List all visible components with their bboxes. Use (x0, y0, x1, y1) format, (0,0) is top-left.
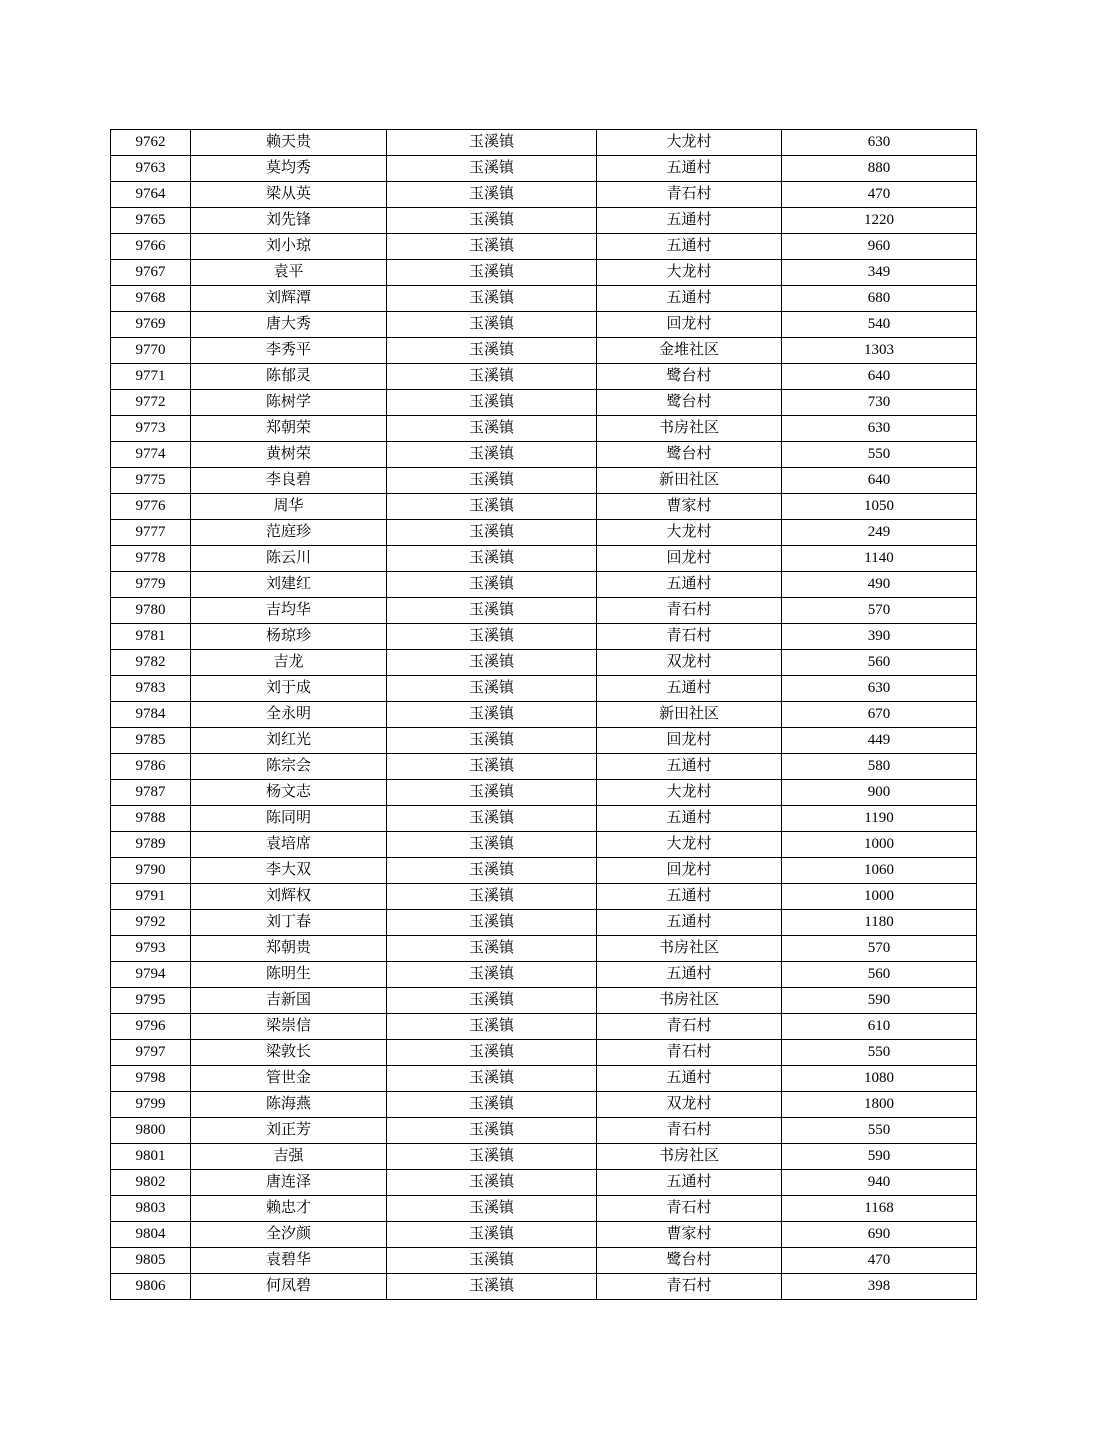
cell-name: 吉龙 (191, 650, 387, 676)
cell-name: 吉新国 (191, 988, 387, 1014)
table-row (111, 182, 977, 208)
cell-name: 吉强 (191, 1144, 387, 1170)
cell-name: 唐大秀 (191, 312, 387, 338)
cell-id: 9771 (111, 364, 191, 390)
cell-name: 陈云川 (191, 546, 387, 572)
cell-amount: 630 (782, 676, 977, 702)
cell-id: 9784 (111, 702, 191, 728)
cell-village: 新田社区 (597, 468, 782, 494)
cell-id: 9778 (111, 546, 191, 572)
cell-id: 9788 (111, 806, 191, 832)
cell-village: 五通村 (597, 1066, 782, 1092)
cell-town: 玉溪镇 (387, 312, 597, 338)
cell-name: 莫均秀 (191, 156, 387, 182)
cell-amount: 640 (782, 364, 977, 390)
cell-name: 刘建红 (191, 572, 387, 598)
cell-village: 双龙村 (597, 1092, 782, 1118)
cell-id: 9790 (111, 858, 191, 884)
cell-id: 9786 (111, 754, 191, 780)
cell-id: 9803 (111, 1196, 191, 1222)
cell-amount: 1140 (782, 546, 977, 572)
cell-village: 五通村 (597, 962, 782, 988)
cell-name: 黄树荣 (191, 442, 387, 468)
cell-village: 鹭台村 (597, 364, 782, 390)
cell-id: 9780 (111, 598, 191, 624)
table-body (111, 130, 977, 1300)
cell-name: 刘辉权 (191, 884, 387, 910)
cell-town: 玉溪镇 (387, 572, 597, 598)
cell-amount: 560 (782, 650, 977, 676)
table-row (111, 936, 977, 962)
cell-amount: 900 (782, 780, 977, 806)
cell-id: 9792 (111, 910, 191, 936)
table-row (111, 442, 977, 468)
cell-village: 大龙村 (597, 780, 782, 806)
cell-village: 五通村 (597, 572, 782, 598)
cell-id: 9779 (111, 572, 191, 598)
table-row (111, 130, 977, 156)
table-row (111, 338, 977, 364)
cell-amount: 398 (782, 1274, 977, 1300)
cell-id: 9772 (111, 390, 191, 416)
table-row (111, 858, 977, 884)
cell-name: 陈郁灵 (191, 364, 387, 390)
cell-amount: 550 (782, 1118, 977, 1144)
cell-town: 玉溪镇 (387, 390, 597, 416)
cell-amount: 1168 (782, 1196, 977, 1222)
cell-village: 五通村 (597, 1170, 782, 1196)
cell-town: 玉溪镇 (387, 182, 597, 208)
cell-amount: 1180 (782, 910, 977, 936)
cell-village: 五通村 (597, 910, 782, 936)
cell-town: 玉溪镇 (387, 1222, 597, 1248)
cell-village: 大龙村 (597, 832, 782, 858)
table-row (111, 234, 977, 260)
cell-amount: 1050 (782, 494, 977, 520)
cell-town: 玉溪镇 (387, 910, 597, 936)
cell-name: 陈宗会 (191, 754, 387, 780)
table-row (111, 1118, 977, 1144)
cell-amount: 670 (782, 702, 977, 728)
cell-name: 陈明生 (191, 962, 387, 988)
cell-village: 青石村 (597, 1196, 782, 1222)
cell-town: 玉溪镇 (387, 806, 597, 832)
cell-name: 郑朝荣 (191, 416, 387, 442)
cell-village: 大龙村 (597, 260, 782, 286)
cell-town: 玉溪镇 (387, 1196, 597, 1222)
cell-village: 鹭台村 (597, 442, 782, 468)
roster-table (110, 129, 977, 1300)
cell-name: 吉均华 (191, 598, 387, 624)
cell-id: 9762 (111, 130, 191, 156)
cell-town: 玉溪镇 (387, 494, 597, 520)
cell-id: 9798 (111, 1066, 191, 1092)
cell-id: 9789 (111, 832, 191, 858)
cell-amount: 690 (782, 1222, 977, 1248)
cell-name: 刘于成 (191, 676, 387, 702)
table-row (111, 1248, 977, 1274)
table-row (111, 312, 977, 338)
cell-amount: 560 (782, 962, 977, 988)
table-row (111, 728, 977, 754)
cell-id: 9781 (111, 624, 191, 650)
table-row (111, 884, 977, 910)
cell-village: 鹭台村 (597, 1248, 782, 1274)
cell-amount: 1080 (782, 1066, 977, 1092)
cell-name: 刘丁春 (191, 910, 387, 936)
cell-village: 书房社区 (597, 936, 782, 962)
table-row (111, 572, 977, 598)
cell-id: 9782 (111, 650, 191, 676)
cell-name: 袁培席 (191, 832, 387, 858)
cell-id: 9785 (111, 728, 191, 754)
cell-amount: 570 (782, 936, 977, 962)
cell-village: 青石村 (597, 1014, 782, 1040)
cell-id: 9787 (111, 780, 191, 806)
cell-name: 何凤碧 (191, 1274, 387, 1300)
cell-name: 唐连泽 (191, 1170, 387, 1196)
cell-name: 刘红光 (191, 728, 387, 754)
cell-town: 玉溪镇 (387, 208, 597, 234)
table-row (111, 910, 977, 936)
cell-name: 杨琼珍 (191, 624, 387, 650)
cell-id: 9794 (111, 962, 191, 988)
cell-id: 9775 (111, 468, 191, 494)
cell-id: 9796 (111, 1014, 191, 1040)
cell-village: 书房社区 (597, 1144, 782, 1170)
cell-id: 9767 (111, 260, 191, 286)
cell-town: 玉溪镇 (387, 442, 597, 468)
cell-village: 双龙村 (597, 650, 782, 676)
table-row (111, 624, 977, 650)
table-row (111, 832, 977, 858)
cell-name: 全永明 (191, 702, 387, 728)
cell-name: 梁从英 (191, 182, 387, 208)
cell-town: 玉溪镇 (387, 598, 597, 624)
cell-town: 玉溪镇 (387, 468, 597, 494)
cell-village: 回龙村 (597, 858, 782, 884)
cell-town: 玉溪镇 (387, 936, 597, 962)
cell-town: 玉溪镇 (387, 130, 597, 156)
table-row (111, 156, 977, 182)
cell-name: 郑朝贵 (191, 936, 387, 962)
cell-amount: 940 (782, 1170, 977, 1196)
cell-name: 周华 (191, 494, 387, 520)
cell-amount: 449 (782, 728, 977, 754)
cell-village: 五通村 (597, 754, 782, 780)
cell-village: 五通村 (597, 286, 782, 312)
cell-village: 青石村 (597, 598, 782, 624)
cell-town: 玉溪镇 (387, 1118, 597, 1144)
cell-town: 玉溪镇 (387, 962, 597, 988)
cell-amount: 730 (782, 390, 977, 416)
cell-town: 玉溪镇 (387, 832, 597, 858)
cell-id: 9776 (111, 494, 191, 520)
cell-id: 9805 (111, 1248, 191, 1274)
cell-id: 9766 (111, 234, 191, 260)
cell-town: 玉溪镇 (387, 156, 597, 182)
cell-town: 玉溪镇 (387, 728, 597, 754)
cell-town: 玉溪镇 (387, 884, 597, 910)
cell-village: 五通村 (597, 806, 782, 832)
cell-town: 玉溪镇 (387, 1066, 597, 1092)
cell-name: 赖天贵 (191, 130, 387, 156)
cell-town: 玉溪镇 (387, 520, 597, 546)
cell-village: 金堆社区 (597, 338, 782, 364)
table-row (111, 598, 977, 624)
cell-amount: 1000 (782, 884, 977, 910)
cell-amount: 580 (782, 754, 977, 780)
cell-village: 青石村 (597, 1040, 782, 1066)
table-row (111, 286, 977, 312)
cell-amount: 570 (782, 598, 977, 624)
table-row (111, 390, 977, 416)
cell-amount: 470 (782, 182, 977, 208)
cell-town: 玉溪镇 (387, 338, 597, 364)
cell-town: 玉溪镇 (387, 780, 597, 806)
cell-village: 青石村 (597, 1118, 782, 1144)
cell-id: 9770 (111, 338, 191, 364)
cell-name: 李秀平 (191, 338, 387, 364)
cell-name: 杨文志 (191, 780, 387, 806)
table-row (111, 780, 977, 806)
cell-amount: 880 (782, 156, 977, 182)
cell-village: 五通村 (597, 156, 782, 182)
cell-village: 书房社区 (597, 988, 782, 1014)
table-row (111, 546, 977, 572)
cell-town: 玉溪镇 (387, 988, 597, 1014)
cell-village: 五通村 (597, 208, 782, 234)
cell-village: 回龙村 (597, 546, 782, 572)
cell-amount: 1800 (782, 1092, 977, 1118)
cell-id: 9804 (111, 1222, 191, 1248)
cell-amount: 630 (782, 130, 977, 156)
cell-town: 玉溪镇 (387, 260, 597, 286)
cell-id: 9800 (111, 1118, 191, 1144)
table-row (111, 1274, 977, 1300)
cell-village: 鹭台村 (597, 390, 782, 416)
table-row (111, 468, 977, 494)
table-row (111, 1196, 977, 1222)
cell-town: 玉溪镇 (387, 546, 597, 572)
cell-amount: 1303 (782, 338, 977, 364)
table-row (111, 650, 977, 676)
table-row (111, 1014, 977, 1040)
cell-town: 玉溪镇 (387, 1248, 597, 1274)
cell-town: 玉溪镇 (387, 1274, 597, 1300)
table-row (111, 1040, 977, 1066)
cell-name: 李大双 (191, 858, 387, 884)
table-row (111, 676, 977, 702)
cell-amount: 390 (782, 624, 977, 650)
cell-name: 刘先锋 (191, 208, 387, 234)
table-row (111, 702, 977, 728)
cell-id: 9797 (111, 1040, 191, 1066)
cell-village: 曹家村 (597, 494, 782, 520)
table-row (111, 208, 977, 234)
cell-amount: 550 (782, 1040, 977, 1066)
cell-name: 陈树学 (191, 390, 387, 416)
cell-amount: 610 (782, 1014, 977, 1040)
cell-town: 玉溪镇 (387, 234, 597, 260)
cell-amount: 1000 (782, 832, 977, 858)
cell-id: 9765 (111, 208, 191, 234)
cell-village: 五通村 (597, 884, 782, 910)
cell-name: 陈同明 (191, 806, 387, 832)
cell-id: 9806 (111, 1274, 191, 1300)
table-row (111, 988, 977, 1014)
cell-amount: 490 (782, 572, 977, 598)
cell-amount: 590 (782, 988, 977, 1014)
cell-amount: 540 (782, 312, 977, 338)
cell-amount: 960 (782, 234, 977, 260)
cell-id: 9799 (111, 1092, 191, 1118)
cell-village: 新田社区 (597, 702, 782, 728)
cell-amount: 640 (782, 468, 977, 494)
cell-town: 玉溪镇 (387, 702, 597, 728)
cell-village: 曹家村 (597, 1222, 782, 1248)
cell-name: 袁平 (191, 260, 387, 286)
cell-village: 青石村 (597, 182, 782, 208)
table-row (111, 806, 977, 832)
cell-town: 玉溪镇 (387, 416, 597, 442)
table-row (111, 416, 977, 442)
table-row (111, 364, 977, 390)
cell-town: 玉溪镇 (387, 1144, 597, 1170)
cell-village: 青石村 (597, 624, 782, 650)
cell-town: 玉溪镇 (387, 1040, 597, 1066)
cell-name: 梁敦长 (191, 1040, 387, 1066)
cell-town: 玉溪镇 (387, 624, 597, 650)
cell-village: 青石村 (597, 1274, 782, 1300)
cell-village: 回龙村 (597, 312, 782, 338)
cell-id: 9802 (111, 1170, 191, 1196)
cell-id: 9763 (111, 156, 191, 182)
cell-village: 五通村 (597, 676, 782, 702)
cell-amount: 1220 (782, 208, 977, 234)
cell-id: 9764 (111, 182, 191, 208)
cell-id: 9773 (111, 416, 191, 442)
cell-id: 9777 (111, 520, 191, 546)
table-row (111, 754, 977, 780)
cell-amount: 550 (782, 442, 977, 468)
cell-name: 袁碧华 (191, 1248, 387, 1274)
cell-town: 玉溪镇 (387, 364, 597, 390)
cell-name: 范庭珍 (191, 520, 387, 546)
cell-id: 9774 (111, 442, 191, 468)
cell-amount: 590 (782, 1144, 977, 1170)
cell-village: 书房社区 (597, 416, 782, 442)
cell-id: 9801 (111, 1144, 191, 1170)
cell-id: 9793 (111, 936, 191, 962)
cell-village: 回龙村 (597, 728, 782, 754)
cell-town: 玉溪镇 (387, 1170, 597, 1196)
table-row (111, 494, 977, 520)
cell-id: 9783 (111, 676, 191, 702)
cell-id: 9795 (111, 988, 191, 1014)
cell-name: 全汐颜 (191, 1222, 387, 1248)
cell-name: 陈海燕 (191, 1092, 387, 1118)
cell-town: 玉溪镇 (387, 1014, 597, 1040)
cell-village: 大龙村 (597, 130, 782, 156)
cell-amount: 680 (782, 286, 977, 312)
cell-amount: 470 (782, 1248, 977, 1274)
cell-name: 赖忠才 (191, 1196, 387, 1222)
table-row (111, 962, 977, 988)
table-row (111, 520, 977, 546)
cell-amount: 630 (782, 416, 977, 442)
cell-name: 刘辉潭 (191, 286, 387, 312)
cell-name: 管世金 (191, 1066, 387, 1092)
cell-village: 大龙村 (597, 520, 782, 546)
table-row (111, 1222, 977, 1248)
cell-id: 9768 (111, 286, 191, 312)
cell-town: 玉溪镇 (387, 754, 597, 780)
cell-town: 玉溪镇 (387, 650, 597, 676)
cell-name: 刘小琼 (191, 234, 387, 260)
table-row (111, 1170, 977, 1196)
table-row (111, 1066, 977, 1092)
cell-amount: 349 (782, 260, 977, 286)
cell-amount: 1060 (782, 858, 977, 884)
cell-town: 玉溪镇 (387, 858, 597, 884)
cell-town: 玉溪镇 (387, 676, 597, 702)
cell-amount: 249 (782, 520, 977, 546)
cell-name: 李良碧 (191, 468, 387, 494)
cell-id: 9769 (111, 312, 191, 338)
cell-town: 玉溪镇 (387, 1092, 597, 1118)
table-row (111, 260, 977, 286)
cell-id: 9791 (111, 884, 191, 910)
cell-town: 玉溪镇 (387, 286, 597, 312)
table-row (111, 1092, 977, 1118)
cell-name: 刘正芳 (191, 1118, 387, 1144)
cell-name: 梁崇信 (191, 1014, 387, 1040)
table-row (111, 1144, 977, 1170)
cell-amount: 1190 (782, 806, 977, 832)
cell-village: 五通村 (597, 234, 782, 260)
